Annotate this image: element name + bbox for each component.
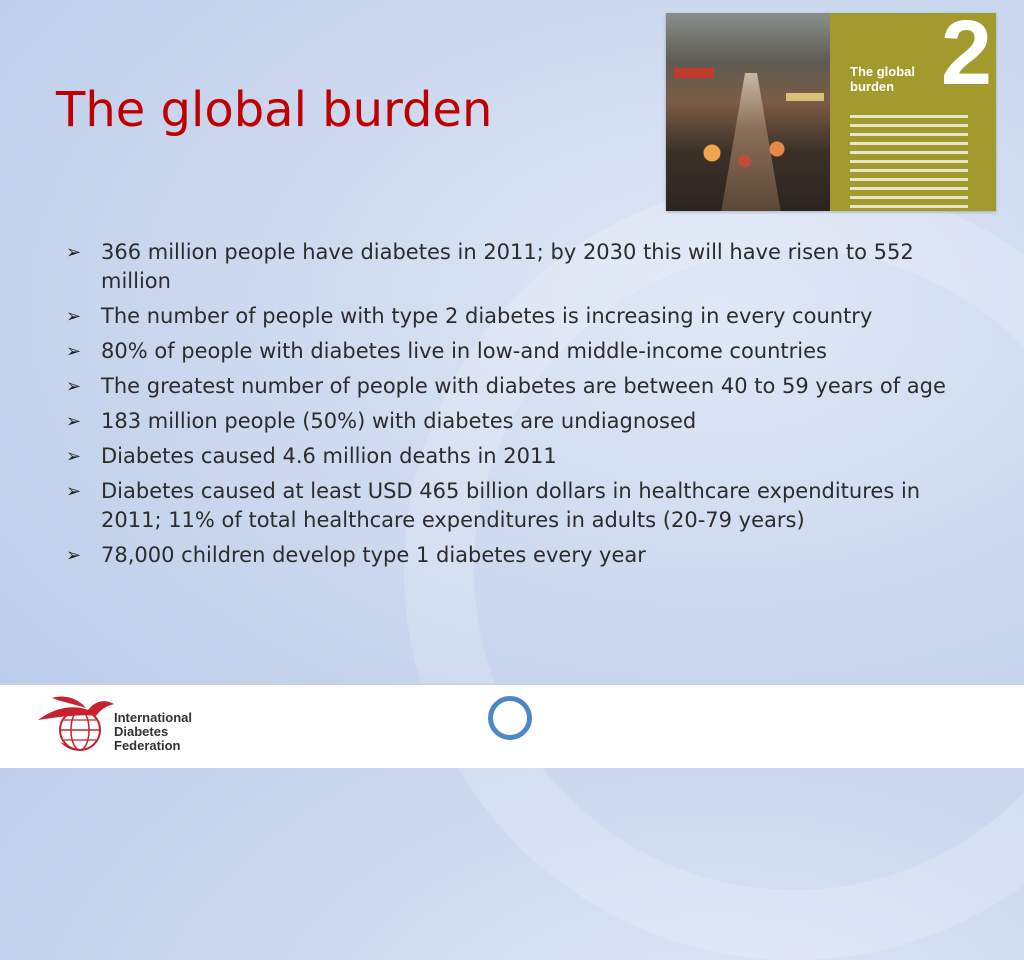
arrow-bullet-icon: ➢ [66,411,82,432]
bullet-item [66,238,966,296]
logo-line: Federation [114,738,181,753]
slide-title: The global burden [56,82,493,138]
arrow-bullet-icon: ➢ [66,481,82,502]
bullet-item [66,442,966,471]
cover-chapter-number: 2 [940,13,992,104]
footer-divider [0,683,1024,685]
bullet-item [66,477,966,535]
cover-title-line: The global [850,64,915,79]
bullet-text: Diabetes caused at least USD 465 billion dollars in healthcare expenditures in 2011; 11% of total healthcare expenditures in adults (20-79 years) [101,479,921,532]
bullet-text: The number of people with type 2 diabetes is increasing in every country [101,304,873,328]
cover-text-panel [830,13,996,211]
bullet-item [66,302,966,331]
bullet-item [66,541,966,570]
arrow-bullet-icon: ➢ [66,376,82,397]
cover-title [850,65,915,95]
bullet-item [66,372,966,401]
logo-line: International [114,710,193,725]
arrow-bullet-icon: ➢ [66,242,82,263]
bullet-text: 366 million people have diabetes in 2011; by 2030 this will have risen to 552 million [101,240,914,293]
arrow-bullet-icon: ➢ [66,341,82,362]
arrow-bullet-icon: ➢ [66,545,82,566]
bullet-text: 78,000 children develop type 1 diabetes every year [101,543,646,567]
cover-fine-print [850,115,968,211]
logo-line: Diabetes [114,724,169,739]
shop-sign [674,68,714,78]
bullet-text: The greatest number of people with diabetes are between 40 to 59 years of age [101,374,946,398]
bullet-text: Diabetes caused 4.6 million deaths in 2011 [101,444,557,468]
market-lights [686,133,816,173]
shop-sign [786,93,824,101]
bullet-list [66,238,966,576]
report-cover-image [666,13,996,211]
street-market-photo [666,13,830,211]
cover-title-line: burden [850,78,895,94]
arrow-bullet-icon: ➢ [66,306,82,327]
bullet-text: 183 million people (50%) with diabetes are undiagnosed [101,409,697,433]
bullet-item [66,407,966,436]
bullet-text: 80% of people with diabetes live in low-and middle-income countries [101,339,827,363]
arrow-bullet-icon: ➢ [66,446,82,467]
blue-circle-icon [488,696,532,740]
idf-logo-text [114,711,192,753]
bullet-item [66,337,966,366]
